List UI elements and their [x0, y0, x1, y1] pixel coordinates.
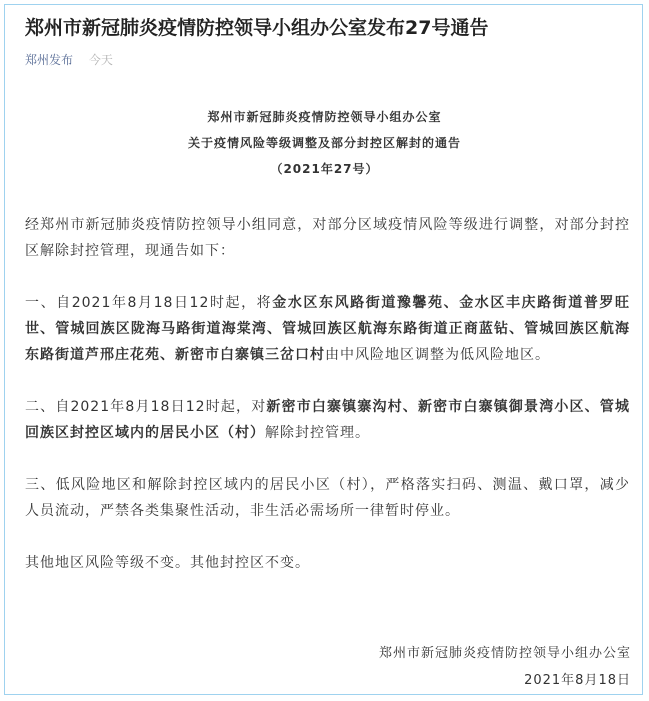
closing-paragraph: 其他地区风险等级不变。其他封控区不变。	[25, 555, 310, 571]
signature-org: 郑州市新冠肺炎疫情防控领导小组办公室	[378, 646, 631, 661]
notice-number: （2021年27号）	[270, 162, 379, 176]
notice-issuer: 郑州市新冠肺炎疫情防控领导小组办公室	[207, 110, 442, 124]
notice-body	[25, 212, 630, 602]
item-1-paragraph	[25, 290, 630, 368]
publish-date: 今天	[88, 53, 113, 67]
signature-date: 2021年8月18日	[524, 673, 631, 688]
item-2-tail: 解除封控管理。	[265, 425, 370, 441]
article-meta	[25, 52, 635, 68]
item-2-lead: 二、自2021年8月18日12时起，对	[25, 399, 267, 415]
notice-heading	[0, 104, 649, 182]
article-title: 郑州市新冠肺炎疫情防控领导小组办公室发布27号通告	[25, 17, 489, 39]
item-1-areas: 金水区东风路街道豫馨苑、金水区丰庆路街道普罗旺世、管城回族区陇海马路街道海棠湾、管城回族区航海东路街道正商蓝钻、管城回族区航海东路街道芦邢庄花苑、新密市白寨镇三岔口村	[25, 295, 630, 363]
account-name-link[interactable]: 郑州发布	[25, 53, 74, 67]
signature-block	[379, 640, 631, 694]
item-2-areas: 新密市白寨镇寨沟村、新密市白寨镇御景湾小区、管城回族区封控区域内的居民小区（村）	[25, 399, 630, 441]
intro-paragraph: 经郑州市新冠肺炎疫情防控领导小组同意，对部分区域疫情风险等级进行调整，对部分封控区解除封控管理，现通告如下：	[25, 217, 630, 259]
item-2-paragraph	[25, 394, 630, 446]
item-1-lead: 一、自2021年8月18日12时起，将	[25, 295, 273, 311]
article-header	[25, 14, 635, 68]
item-3-paragraph: 三、低风险地区和解除封控区域内的居民小区（村），严格落实扫码、测温、戴口罩，减少人员流动，严禁各类集聚性活动，非生活必需场所一律暂时停业。	[25, 477, 630, 519]
item-1-tail: 由中风险地区调整为低风险地区。	[325, 347, 550, 363]
notice-subject: 关于疫情风险等级调整及部分封控区解封的通告	[187, 136, 461, 150]
